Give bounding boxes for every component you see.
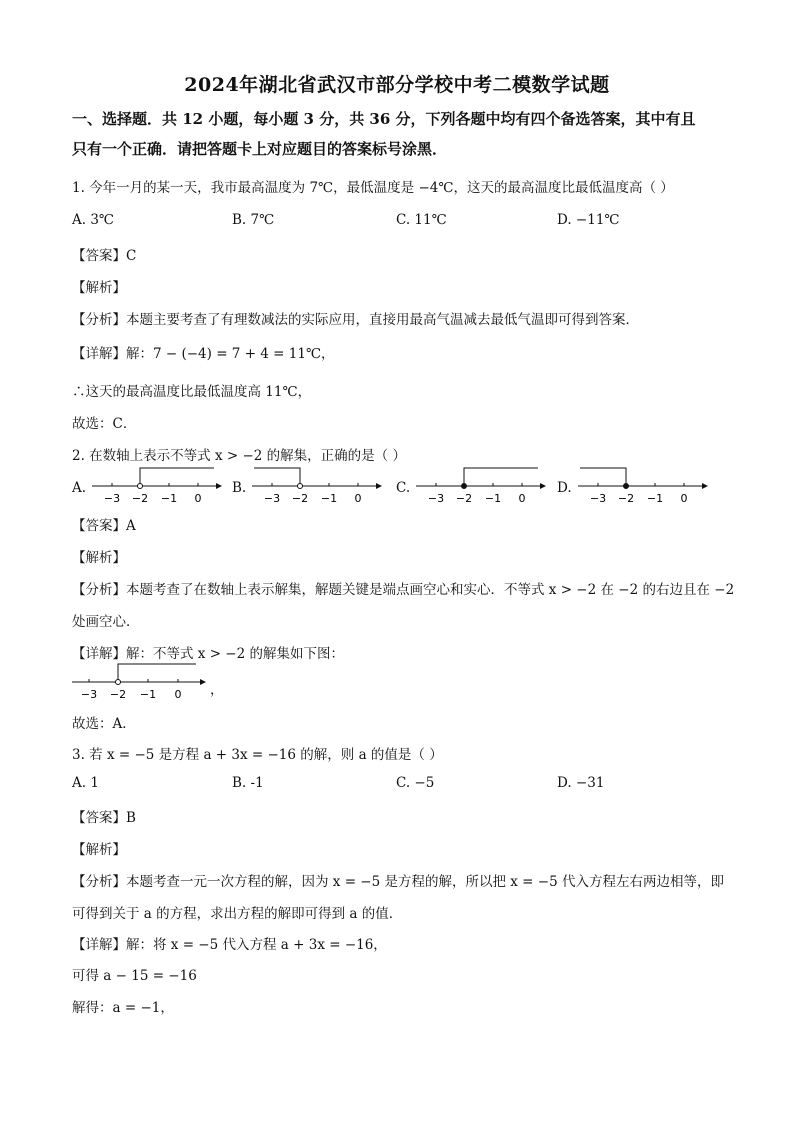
page-title: 2024年湖北省武汉市部分学校中考二模数学试题 xyxy=(184,74,610,96)
q1-therefore: ∴这天的最高温度比最低温度高 11℃， xyxy=(72,384,312,400)
q2-option-a: A. xyxy=(72,480,87,496)
q3-detail xyxy=(72,933,387,953)
q3-option-b: B. -1 xyxy=(232,775,264,791)
q1-answer-value: C xyxy=(126,248,137,264)
q2-fenxi xyxy=(72,578,734,598)
q2-sol-tick-2: −1 xyxy=(139,688,157,701)
q2-number-line-a xyxy=(90,466,222,506)
fenxi-label: 【分析】 xyxy=(72,582,126,598)
q2-stem: 2. 在数轴上表示不等式 x > −2 的解集，正确的是（ ） xyxy=(72,448,406,464)
section-heading-line-2: 只有一个正确．请把答题卡上对应题目的答案标号涂黑． xyxy=(72,140,448,158)
q1-choose: 故选：C． xyxy=(72,416,137,432)
q2-b-tick-0: −3 xyxy=(263,492,281,505)
q2-answer-value: A xyxy=(126,518,136,534)
q1-option-d: D. −11℃ xyxy=(557,212,620,228)
q1-stem: 1. 今年一月的某一天，我市最高温度为 7℃，最低温度是 −4℃，这天的最高温度比最低温度高（ ） xyxy=(72,180,674,196)
q2-d-tick-0: −3 xyxy=(589,492,607,505)
answer-label: 【答案】 xyxy=(72,810,126,826)
q3-detail-text: 解：将 x = −5 代入方程 a + 3x = −16， xyxy=(126,937,387,953)
q2-fenxi-text: 本题考查了在数轴上表示解集，解题关键是端点画空心和实心．不等式 x > −2 在 −2 的右边且在 −2 xyxy=(126,582,735,598)
q2-detail-text: 解：不等式 x > −2 的解集如下图： xyxy=(126,646,344,662)
q3-answer-value: B xyxy=(126,810,136,826)
q2-d-tick-1: −2 xyxy=(617,492,635,505)
q2-analysis-label: 【解析】 xyxy=(72,550,126,566)
q1-detail xyxy=(72,342,335,362)
q1-option-b: B. 7℃ xyxy=(232,212,275,228)
q3-fenxi-continued: 可得到关于 a 的方程，求出方程的解即可得到 a 的值． xyxy=(72,906,403,922)
q2-c-tick-2: −1 xyxy=(484,492,502,505)
q2-answer xyxy=(72,514,136,534)
q1-fenxi-text: 本题主要考查了有理数减法的实际应用，直接用最高气温减去最低气温即可得到答案． xyxy=(126,312,639,328)
q2-a-tick-3: 0 xyxy=(194,492,202,505)
q1-fenxi xyxy=(72,308,639,328)
q1-detail-text: 解：7 − (−4) = 7 + 4 = 11℃， xyxy=(126,346,335,362)
q2-solution-number-line xyxy=(72,660,206,702)
q1-option-a: A. 3℃ xyxy=(72,212,115,228)
q2-a-tick-1: −2 xyxy=(131,492,149,505)
q2-sol-tick-0: −3 xyxy=(80,688,98,701)
q2-sol-tick-3: 0 xyxy=(174,688,182,701)
q2-number-line-d xyxy=(576,466,708,506)
q2-a-tick-2: −1 xyxy=(160,492,178,505)
q2-d-tick-3: 0 xyxy=(680,492,688,505)
q2-d-tick-2: −1 xyxy=(646,492,664,505)
q3-answer xyxy=(72,806,136,826)
q3-fenxi xyxy=(72,870,724,890)
q2-sol-tick-1: −2 xyxy=(109,688,127,701)
q2-option-d: D. xyxy=(557,480,572,496)
q1-option-c: C. 11℃ xyxy=(396,212,447,228)
fenxi-label: 【分析】 xyxy=(72,874,126,890)
detail-label: 【详解】 xyxy=(72,346,126,362)
section-heading xyxy=(72,104,732,164)
q3-option-a: A. 1 xyxy=(72,775,99,791)
q2-option-b: B. xyxy=(232,480,247,496)
fenxi-label: 【分析】 xyxy=(72,312,126,328)
q3-option-c: C. −5 xyxy=(396,775,435,791)
q2-option-c: C. xyxy=(396,480,411,496)
detail-label: 【详解】 xyxy=(72,646,126,662)
q2-number-line-b xyxy=(250,466,382,506)
q2-fenxi-continued: 处画空心． xyxy=(72,614,140,630)
section-heading-line-1: 一、选择题．共 12 小题，每小题 3 分，共 36 分，下列各题中均有四个备选答案，其中有且 xyxy=(72,110,696,128)
q2-c-tick-1: −2 xyxy=(455,492,473,505)
q1-answer xyxy=(72,244,136,264)
q2-b-tick-1: −2 xyxy=(291,492,309,505)
q3-fenxi-text: 本题考查一元一次方程的解，因为 x = −5 是方程的解，所以把 x = −5 代入方程左右两边相等，即 xyxy=(126,874,724,890)
detail-label: 【详解】 xyxy=(72,937,126,953)
q2-choose: 故选：A． xyxy=(72,716,136,732)
q2-c-tick-3: 0 xyxy=(518,492,526,505)
q2-c-tick-0: −3 xyxy=(427,492,445,505)
q3-stem: 3. 若 x = −5 是方程 a + 3x = −16 的解，则 a 的值是（ ） xyxy=(72,747,443,763)
q2-number-line-c xyxy=(414,466,546,506)
q2-detail-comma: ， xyxy=(210,682,224,698)
q2-detail xyxy=(72,642,344,662)
q3-step-1: 可得 a − 15 = −16 xyxy=(72,968,197,984)
q1-analysis-label: 【解析】 xyxy=(72,280,126,296)
answer-label: 【答案】 xyxy=(72,248,126,264)
answer-label: 【答案】 xyxy=(72,518,126,534)
q2-b-tick-3: 0 xyxy=(354,492,362,505)
q2-b-tick-2: −1 xyxy=(320,492,338,505)
q3-analysis-label: 【解析】 xyxy=(72,842,126,858)
q3-step-2: 解得：a = −1， xyxy=(72,1000,174,1016)
q3-option-d: D. −31 xyxy=(557,775,605,791)
q2-a-tick-0: −3 xyxy=(103,492,121,505)
